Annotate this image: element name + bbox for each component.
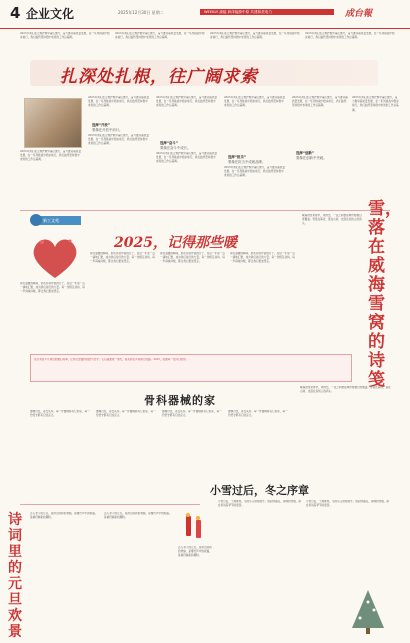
article-2-col1: 威海的雪来得早，来得急，一夜之间整座城市便被白雪覆盖。雪落在海边，落在山间，也落在巡线人的肩头。 (302, 214, 362, 226)
issue-date: 2025年12月30日 星期二 (118, 10, 164, 15)
section-divider (20, 210, 390, 211)
top-text-col4: 2025年我们在合规护航中凝心聚力，奋力推动高质量发展，在一系列挑战中稳步前行，我们始终坚持稳中求进的工作总基调。 (305, 32, 395, 40)
article-title-snow: 雪，落在威海雪窝的诗笺 (368, 199, 402, 390)
article-3-col3: 器械归位，各安其所。每一件器械都有它的家，每一份坚守都有它的意义。 (162, 410, 222, 418)
caption-open: 选择“开放” (92, 123, 111, 127)
caption-open-sub: 要像在开放中前行。 (92, 128, 123, 132)
heart-illustration (30, 236, 80, 280)
top-text-left: 2025年我们在合规护航中凝心聚力，奋力推动高质量发展，在一系列挑战中稳步前行，我们始终坚持稳中求进的工作总基调。 (20, 150, 82, 162)
article-title-newyear: 诗词里的元旦欢景 (8, 512, 22, 640)
firecracker-illustration (178, 512, 214, 542)
article-1-col2: 那些温暖的瞬间，那些并肩作战的日子，在这一年里一点一滴地汇聚，成为我们前行的力量。每一次相互扶持，每一声真诚问候，都让我们更加坚定。 (90, 252, 155, 264)
newspaper-logo: 成台報 (345, 9, 373, 19)
top-text-col2: 2025年我们在合规护航中凝心聚力，奋力推动高质量发展，在一系列挑战中稳步前行，我们始终坚持稳中求进的工作总基调。 (115, 32, 205, 40)
page-number: 4 (10, 4, 21, 22)
article-2-col2: 威海的雪来得早，来得急，一夜之间整座城市便被白雪覆盖。雪落在海边，落在山间，也落在巡线人的肩头。 (300, 386, 391, 394)
top-text-d: 2025年我们在合规护航中凝心聚力，奋力推动高质量发展，在一系列挑战中稳步前行，我们始终坚持稳中求进的工作总基调。 (156, 152, 218, 164)
top-text-a: 2025年我们在合规护航中凝心聚力，奋力推动高质量发展，在一系列挑战中稳步前行，我们始终坚持稳中求进的工作总基调。 (88, 96, 150, 108)
section-badge: 新工文苑 (34, 216, 81, 225)
article-5-col1: 小雪过后，天地渐寒，冬的序章徐徐展开。晨起的霜花，傍晚的炊烟，都在诉说着季节的更替。 (218, 500, 301, 508)
article-3-col2: 器械归位，各安其所。每一件器械都有它的家，每一份坚守都有它的意义。 (96, 410, 156, 418)
article-1-col4: 那些温暖的瞬间，那些并肩作战的日子，在这一年里一点一滴地汇聚，成为我们前行的力量。每一次相互扶持，每一声真诚问候，都让我们更加坚定。 (230, 252, 295, 264)
article-4-col2: 古人笔下的元旦，是辞旧迎新的欢愉，是爆竹声中的祝福，是桃符换新的期盼。 (104, 512, 172, 520)
top-text-e: 2025年我们在合规护航中凝心聚力，奋力推动高质量发展，在一系列挑战中稳步前行，我们始终坚持稳中求进的工作总基调。 (224, 96, 286, 108)
article-title-winter: 小雪过后，冬之序章 (210, 484, 309, 497)
caption-innovate-sub: 要像在创新中突破。 (296, 156, 327, 160)
article-1-col1: 那些温暖的瞬间，那些并肩作战的日子，在这一年里一点一滴地汇聚，成为我们前行的力量。每一次相互扶持，每一声真诚问候，都让我们更加坚定。 (20, 282, 85, 294)
top-text-b: 2025年我们在合规护航中凝心聚力，奋力推动高质量发展，在一系列挑战中稳步前行，我们始终坚持稳中求进的工作总基调。 (88, 134, 150, 146)
article-title-warmth: 2025，记得那些暖 (114, 235, 237, 251)
caption-strive: 选择“奋斗” (160, 141, 179, 145)
top-text-f: 2025年我们在合规护航中凝心聚力，奋力推动高质量发展，在一系列挑战中稳步前行，我们始终坚持稳中求进的工作总基调。 (224, 166, 286, 178)
top-text-h: 2025年我们在合规护航中凝心聚力，奋力推动高质量发展，在一系列挑战中稳步前行，我们始终坚持稳中求进的工作总基调。 (352, 96, 399, 112)
winter-tree-illustration (346, 588, 390, 636)
top-text-g: 2025年我们在合规护航中凝心聚力，奋力推动高质量发展，在一系列挑战中稳步前行，我们始终坚持稳中求进的工作总基调。 (292, 96, 348, 108)
header-banner: WEEKLY 渝能 润泽能源中原 共建和美电力 (200, 9, 334, 15)
article-5-col2: 小雪过后，天地渐寒，冬的序章徐徐展开。晨起的霜花，傍晚的炊烟，都在诉说着季节的更替。 (306, 500, 389, 508)
caption-duty: 选择“担当” (228, 155, 247, 159)
editor-note: 这些来自平凡岗位的暖心故事，让我们更懂得团结与坚守。它们凝聚成一道光，照亮我们共同前行的路。2025，感谢每一位同行的你。 (34, 358, 189, 361)
section-title: 企业文化 (26, 7, 75, 21)
top-text-c: 2025年我们在合规护航中凝心聚力，奋力推动高质量发展，在一系列挑战中稳步前行，我们始终坚持稳中求进的工作总基调。 (156, 96, 218, 108)
badge-dot (30, 214, 42, 226)
article-1-col3: 那些温暖的瞬间，那些并肩作战的日子，在这一年里一点一滴地汇聚，成为我们前行的力量。每一次相互扶持，每一声真诚问候，都让我们更加坚定。 (160, 252, 225, 264)
caption-duty-sub: 要像在担当中成就品牌。 (228, 160, 266, 164)
top-text-col3: 2025年我们在合规护航中凝心聚力，奋力推动高质量发展，在一系列挑战中稳步前行，我们始终坚持稳中求进的工作总基调。 (210, 32, 300, 40)
top-text-col1: 2025年我们在合规护航中凝心聚力，奋力推动高质量发展，在一系列挑战中稳步前行，我们始终坚持稳中求进的工作总基调。 (20, 32, 110, 40)
caption-innovate: 选择“创新” (296, 151, 315, 155)
article-4-col1: 古人笔下的元旦，是辞旧迎新的欢愉，是爆竹声中的祝福，是桃符换新的期盼。 (30, 512, 98, 520)
article-3-col1: 器械归位，各安其所。每一件器械都有它的家，每一份坚守都有它的意义。 (30, 410, 90, 418)
team-photo (24, 98, 82, 148)
article-title-ortho: 骨科器械的家 (144, 394, 216, 407)
article-4-col3: 古人笔下的元旦，是辞旧迎新的欢愉，是爆竹声中的祝福，是桃符换新的期盼。 (178, 546, 212, 558)
divider-lower (20, 504, 200, 505)
caption-strive-sub: 要像在奋斗中成长。 (160, 146, 191, 150)
banner-title: 扎深处扎根，往广阔求索 (60, 67, 258, 87)
article-3-col4: 器械归位，各安其所。每一件器械都有它的家，每一份坚守都有它的意义。 (228, 410, 288, 418)
